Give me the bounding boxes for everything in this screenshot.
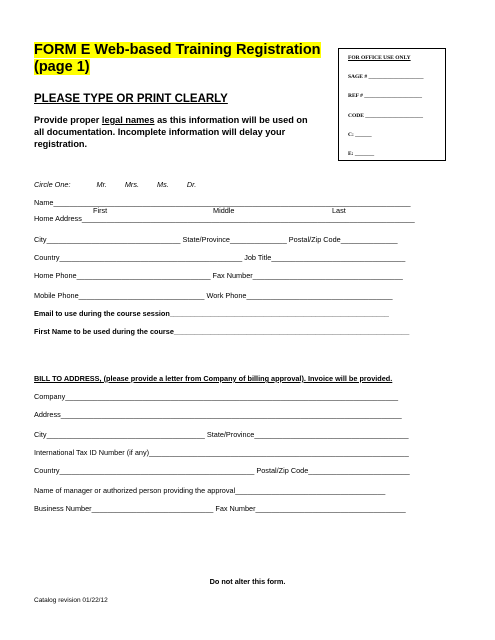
provide-legal-names: legal names: [101, 115, 155, 125]
bill-business-fax-field[interactable]: Business Number______________________________ Fax Number_____________________________________: [34, 504, 406, 513]
bill-company-field[interactable]: Company__________________________________________________________________________________: [34, 392, 398, 401]
name-field[interactable]: Name________________________________________________________________________________________: [34, 198, 411, 207]
bill-manager-name-field[interactable]: Name of manager or authorized person providing the approval_____________________________________: [34, 486, 386, 495]
office-c-line: C: ______: [348, 132, 372, 138]
bill-city-province-field[interactable]: City_______________________________________ State/Province______________________________________: [34, 430, 409, 439]
catalog-revision: Catalog revision 01/22/12: [34, 597, 108, 604]
bill-tax-id-field[interactable]: International Tax ID Number (if any)________________________________________________________________: [34, 448, 409, 457]
office-e-line: E: _______: [348, 151, 375, 157]
home-phone-fax-field[interactable]: Home Phone_________________________________ Fax Number_____________________________________: [34, 271, 403, 280]
title-option-mrs[interactable]: Mrs.: [124, 180, 140, 189]
office-code-line: CODE _____________________: [348, 113, 424, 119]
country-jobtitle-field[interactable]: Country_____________________________________________ Job Title_________________________________: [34, 253, 406, 262]
title-option-ms[interactable]: Ms.: [157, 180, 169, 189]
title-option-mr[interactable]: Mr.: [96, 180, 107, 189]
provide-line3: registration.: [34, 139, 88, 149]
name-middle-caption: Middle: [213, 206, 235, 215]
office-use-header: FOR OFFICE USE ONLY: [348, 55, 411, 61]
bill-to-heading: BILL TO ADDRESS, (please provide a letter from Company of billing approval). Invoice will be provided.: [34, 374, 393, 383]
title-option-dr[interactable]: Dr.: [186, 180, 197, 189]
bill-country-postal-field[interactable]: Country________________________________________________ Postal/Zip Code_________________________: [34, 466, 410, 475]
circle-one-label: Circle One:: [34, 180, 71, 189]
provide-post: as this information will be used on: [154, 115, 308, 125]
email-field[interactable]: Email to use during the course session______________________________________________________: [34, 309, 389, 318]
mobile-work-phone-field[interactable]: Mobile Phone_______________________________ Work Phone____________________________________: [34, 291, 393, 300]
name-last-caption: Last: [332, 206, 346, 215]
office-sage-line: SAGE # ____________________: [348, 74, 424, 80]
bill-address-field[interactable]: Address____________________________________________________________________________________: [34, 410, 402, 419]
office-ref-line: REF # _____________________: [348, 93, 423, 99]
do-not-alter-note: Do not alter this form.: [209, 577, 286, 586]
circle-one-row[interactable]: [34, 180, 212, 189]
office-use-box: [338, 48, 446, 161]
form-title-line1: FORM E Web-based Training Registration: [34, 42, 321, 58]
first-name-course-field[interactable]: First Name to be used during the course__________________________________________________________: [34, 327, 410, 336]
city-province-postal-field[interactable]: City_________________________________ State/Province______________ Postal/Zip Code______________: [34, 235, 398, 244]
name-first-caption: First: [93, 206, 108, 215]
please-type-heading: PLEASE TYPE OR PRINT CLEARLY: [34, 93, 228, 105]
home-address-field[interactable]: Home Address__________________________________________________________________________________: [34, 214, 415, 223]
form-title-line2: (page 1): [34, 59, 90, 75]
form-title: [34, 42, 321, 76]
provide-pre: Provide proper: [34, 115, 102, 125]
provide-line2: all documentation. Incomplete information will delay your: [34, 127, 286, 137]
legal-names-instructions: [34, 114, 308, 150]
